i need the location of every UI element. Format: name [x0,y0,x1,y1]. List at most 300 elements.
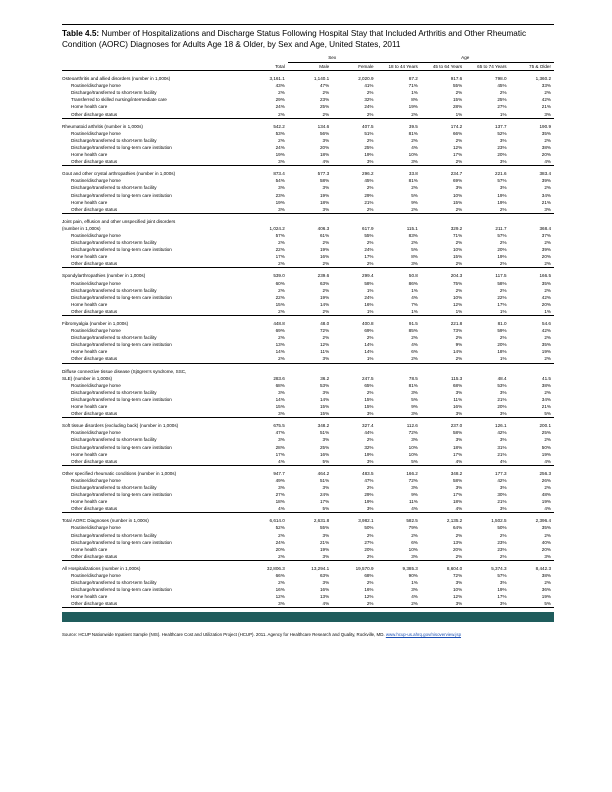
section-total-cell: 8,442.3 [535,565,551,571]
table-cell: 3% [499,185,507,191]
table-row [62,572,554,579]
row-label: Home health care [71,254,108,260]
table-cell: 17% [275,254,285,260]
table-cell: 16% [319,451,330,457]
section-total-cell: 166.5 [539,273,551,279]
table-cell: 21% [364,199,374,205]
table-row [62,103,554,110]
blank-cell [288,213,332,225]
row-label: Discharge/transferred to short-term facility [71,90,157,96]
table-cell: 19% [497,192,507,198]
section-total-row [62,71,554,83]
section-total-cell: 327.4 [362,423,374,429]
table-cell: 40% [541,539,551,545]
row-label: Discharge/transferred to long-term care institution [71,247,172,253]
table-cell: 51% [319,477,330,483]
table-cell: 2% [421,355,465,363]
table-cell: 72% [408,477,418,483]
table-cell: 2% [544,240,551,246]
section-total-cell: 383.4 [539,171,551,177]
table-cell: 71% [408,83,418,89]
table-cell: 3% [499,137,507,143]
table-row [62,436,554,443]
section-total-cell: 283.6 [273,375,285,381]
table-cell: 68% [275,382,285,388]
sex-header: Sex [288,54,377,63]
table-cell: 19% [497,254,507,260]
table-cell: 4% [421,458,465,466]
table-row [62,451,554,458]
table-cell: 2% [544,389,551,395]
table-cell: 33% [541,83,551,89]
table-cell: 15% [319,404,330,410]
table-cell: 9% [411,404,418,410]
section-total-cell: 798.0 [495,76,507,82]
table-cell: 3% [510,111,554,119]
table-cell: 19% [319,546,330,552]
row-label: Discharge/transferred to long-term care institution [71,294,172,300]
section-total-cell: 400.8 [362,321,374,326]
section-total-cell: 3,161.1 [269,76,285,82]
table-cell: 20% [541,254,551,260]
table-cell: 11% [320,349,330,355]
table-cell: 51% [364,130,374,136]
table-cell: 10% [453,192,463,198]
table-row [62,498,554,505]
column-header: 75 & Older [510,63,554,71]
section-total-cell: 211.7 [495,225,507,231]
column-header-row [62,63,554,71]
table-cell: 3% [499,389,507,395]
blank-cell [465,213,509,225]
table-row [62,308,554,316]
table-cell: 3% [332,158,376,166]
section-total-cell: 2,396.4 [535,518,551,524]
table-cell: 13% [453,539,463,545]
age-header: Age [377,54,554,63]
row-label: Home health care [71,499,108,505]
table-cell: 2% [377,600,421,608]
section-total-cell: 296.2 [362,171,374,177]
blank-cell [510,363,554,375]
table-cell: 3% [421,410,465,418]
row-label: Home health care [71,349,108,355]
table-cell: 21% [497,451,507,457]
table-cell: 17% [364,254,374,260]
table-cell: 3% [421,600,465,608]
table-cell: 73% [453,328,463,334]
table-cell: 21% [319,539,330,545]
section-label: Total AORC Diagnoses (number in 1,000s) [62,518,149,524]
table-cell: 2% [455,90,463,96]
table-row [62,253,554,260]
section-total-cell: 87.2 [408,76,418,82]
table-cell: 3% [465,158,509,166]
section-total-cell: 221.6 [495,171,507,177]
table-cell: 26% [541,477,551,483]
row-label: Discharge/transferred to long-term care institution [71,342,172,348]
table-cell: 1% [332,308,376,316]
table-cell: 34% [541,192,551,198]
section-total-cell: 41.5 [542,375,551,381]
row-label: Discharge/transferred to long-term care institution [71,492,172,498]
table-cell: 14% [319,396,330,402]
table-cell: 38% [541,382,551,388]
table-cell: 63% [319,280,330,286]
table-cell: 5% [411,192,418,198]
section-label-continued: SLE) (number in 1,000s) [62,375,113,381]
row-label: Routine/discharge home [71,477,121,483]
table-cell: 19% [497,587,507,593]
table-cell: 28% [453,104,463,110]
table-row [62,410,554,418]
table-cell: 2% [544,532,551,538]
table-cell: 2% [544,484,551,490]
section-total-cell: 617.9 [362,225,374,231]
table-cell: 81% [408,178,418,184]
section-total-cell: 174.2 [450,123,463,129]
table-cell: 5% [411,396,418,402]
table-cell: 61% [319,232,330,238]
table-cell: 56% [319,130,330,136]
column-header: Male [288,63,332,71]
table-cell: 2% [366,484,374,490]
table-cell: 34% [541,396,551,402]
row-label: Other discharge status [62,111,243,119]
table-cell: 2% [377,206,421,214]
section-total-cell: 348.2 [450,470,463,476]
table-cell: 4% [510,158,554,166]
row-label: Home health care [71,152,108,158]
table-row [62,206,554,214]
source-link[interactable]: www.hcup-us.ahrq.gov/nisoverview.jsp [385,632,462,637]
row-label: Home health care [71,199,108,205]
table-row [62,484,554,491]
table-cell: 51% [319,430,330,436]
section-total-cell: 190.9 [539,123,551,129]
section-total-cell: 407.5 [362,123,374,129]
table-cell: 3% [510,206,554,214]
document-page [62,24,554,608]
table-cell: 3% [465,410,509,418]
table-cell: 17% [453,152,463,158]
section-label: Joint pain, effusion and other unspecified joint disorders [62,218,176,224]
table-cell: 2% [366,532,374,538]
table-row [62,341,554,348]
table-row [62,444,554,451]
section-total-cell: 406.3 [317,225,330,231]
row-label: Discharge/transferred to short-term facility [71,532,157,538]
section-total-row [62,465,554,477]
table-cell: 27% [364,539,374,545]
table-row [62,151,554,158]
table-cell: 5% [510,410,554,418]
table-row [62,232,554,239]
table-cell: 14% [453,349,463,355]
section-header-row [62,363,554,375]
table-cell: 5% [411,247,418,253]
table-cell: 2% [499,532,507,538]
table-cell: 2% [544,185,551,191]
row-label: Other discharge status [62,158,243,166]
table-row [62,524,554,531]
table-cell: 1% [510,308,554,316]
table-cell: 2% [510,355,554,363]
section-total-cell: 539.0 [273,273,285,279]
table-cell: 20% [364,546,374,552]
row-label: Routine/discharge home [71,83,121,89]
row-label: Discharge/transferred to long-term care institution [71,539,172,545]
section-total-row [62,268,554,280]
section-total-cell: 582.5 [406,518,418,524]
table-cell: 47% [275,430,285,436]
table-cell: 3% [510,553,554,561]
row-label: Routine/discharge home [71,525,121,531]
table-cell: 85% [408,328,418,334]
table-cell: 28% [275,444,285,450]
table-cell: 15% [453,254,463,260]
blank-cell [421,363,465,375]
table-row [62,246,554,253]
table-row [62,396,554,403]
table-cell: 8% [411,254,418,260]
table-row [62,177,554,184]
table-cell: 36% [541,587,551,593]
table-cell: 2% [465,553,509,561]
table-row [62,82,554,89]
table-cell: 24% [364,294,374,300]
table-cell: 3% [243,600,287,608]
table-cell: 42% [497,430,507,436]
table-cell: 50% [364,525,374,531]
table-cell: 3% [411,484,418,490]
section-total-cell: 137.7 [495,123,507,129]
table-row [62,355,554,363]
blank-cell [377,363,421,375]
table-cell: 14% [364,349,374,355]
table-cell: 10% [408,451,418,457]
section-total-row [62,513,554,525]
section-total-cell: 329.2 [450,225,463,231]
table-cell: 81% [408,382,418,388]
table-cell: 2% [544,335,551,341]
table-row [62,287,554,294]
table-cell: 15% [364,404,374,410]
table-cell: 19% [364,499,374,505]
row-label: Routine/discharge home [71,328,121,334]
table-cell: 29% [275,97,285,103]
section-total-cell: 348.2 [317,423,330,429]
section-total-row [62,418,554,430]
row-label: Discharge/transferred to short-term facility [71,437,157,443]
table-title-label: Table 4.5: [62,29,100,38]
blank-cell [332,213,376,225]
table-cell: 27% [275,492,285,498]
table-cell: 1% [411,580,418,586]
table-cell: 2% [322,240,330,246]
table-cell: 66% [453,130,463,136]
table-cell: 27% [497,104,507,110]
table-cell: 24% [275,539,285,545]
table-cell: 6% [411,349,418,355]
table-row [62,539,554,546]
table-cell: 3% [455,484,463,490]
table-cell: 3% [455,580,463,586]
source-note [62,632,554,638]
table-cell: 42% [541,328,551,334]
row-label: Routine/discharge home [71,280,121,286]
table-cell: 68% [364,573,374,578]
row-label: Discharge/transferred to long-term care institution [71,396,172,402]
table-row [62,294,554,301]
table-cell: 23% [497,546,507,552]
table-cell: 2% [288,308,332,316]
blank-cell [288,363,332,375]
section-total-cell: 542.2 [273,123,285,129]
row-label: Discharge/transferred to short-term facility [71,137,157,143]
table-cell: 13% [275,342,285,348]
table-cell: 55% [319,525,330,531]
table-cell: 1% [366,287,374,293]
section-total-cell: 81.0 [497,321,507,326]
table-cell: 60% [275,280,285,286]
table-cell: 58% [319,178,330,184]
table-cell: 17% [453,492,463,498]
table-cell: 83% [408,232,418,238]
table-cell: 4% [411,342,418,348]
table-cell: 53% [497,382,507,388]
section-label: All Hospitalizations (number in 1,000s) [62,565,141,571]
table-cell: 20% [453,546,463,552]
table-cell: 39% [541,247,551,253]
table-cell: 4% [510,458,554,466]
blank-header [62,54,243,63]
table-cell: 2% [411,137,418,143]
table-cell: 42% [497,477,507,483]
row-label: Other discharge status [62,600,243,608]
table-cell: 16% [364,587,374,593]
table-cell: 3% [499,437,507,443]
section-label: Diffuse connective tissue disease (Sjögren's syndrome, SSC, [62,368,187,374]
table-cell: 50% [497,525,507,531]
table-cell: 3% [411,437,418,443]
table-cell: 9% [411,492,418,498]
table-row [62,334,554,341]
table-cell: 54% [275,178,285,184]
table-cell: 2% [499,90,507,96]
row-label: Other discharge status [62,410,243,418]
table-cell: 57% [497,573,507,578]
table-row [62,553,554,561]
table-cell: 2% [411,335,418,341]
section-total-cell: 115.1 [406,225,418,231]
section-total-cell: 36.2 [320,375,330,381]
table-cell: 63% [319,573,330,578]
table-cell: 64% [453,525,463,531]
section-total-cell: 33.8 [408,171,418,177]
table-cell: 20% [497,404,507,410]
table-cell: 11% [409,499,418,505]
section-total-cell: 13,294.1 [311,565,330,571]
table-cell: 4% [421,505,465,513]
table-body [62,71,554,608]
table-cell: 38% [541,573,551,578]
table-cell: 35% [541,280,551,286]
section-total-cell: 247.5 [362,375,374,381]
section-total-cell: 448.8 [273,321,285,326]
table-cell: 12% [453,144,463,150]
table-cell: 45% [497,83,507,89]
table-cell: 19% [408,104,418,110]
section-total-cell: 48.0 [320,321,330,326]
table-cell: 45% [364,178,374,184]
table-cell: 2% [455,240,463,246]
table-row [62,144,554,151]
table-cell: 2% [278,287,285,293]
table-cell: 10% [408,444,418,450]
table-cell: 2% [243,111,287,119]
section-total-cell: 1,024.2 [269,225,285,231]
table-cell: 23% [275,192,285,198]
table-cell: 53% [319,382,330,388]
section-total-cell: 134.6 [317,123,330,129]
section-total-cell: 221.8 [450,321,463,326]
table-cell: 2% [510,260,554,268]
table-cell: 2% [421,158,465,166]
table-cell: 35% [541,130,551,136]
table-cell: 18% [319,152,330,158]
table-cell: 12% [275,594,285,600]
section-total-row [62,560,554,572]
table-cell: 6% [411,539,418,545]
table-cell: 31% [497,444,507,450]
table-row [62,239,554,246]
table-row [62,192,554,199]
row-label: Routine/discharge home [71,430,121,436]
table-cell: 17% [497,301,507,307]
table-cell: 5% [510,600,554,608]
table-cell: 2% [243,553,287,561]
row-label: Other discharge status [62,308,243,316]
section-label-continued: (number in 1,000s) [62,225,101,231]
section-label: Soft tissue disorders (excluding back) (number in 1,000s) [62,423,179,429]
section-total-cell: 1,140.1 [313,76,330,82]
table-cell: 11% [453,396,463,402]
blank-cell [510,213,554,225]
section-total-cell: 200.1 [539,423,551,429]
table-cell: 16% [275,587,285,593]
table-cell: 3% [288,206,332,214]
table-cell: 2% [455,532,463,538]
table-cell: 21% [497,499,507,505]
table-cell: 14% [275,349,285,355]
table-cell: 49% [275,477,285,483]
blank-cell [243,363,287,375]
table-cell: 2% [499,335,507,341]
table-cell: 2% [366,335,374,341]
table-cell: 2% [544,137,551,143]
table-cell: 21% [541,104,551,110]
section-total-cell: 1,360.2 [535,76,551,82]
table-cell: 12% [319,342,330,348]
section-total-cell: 78.5 [408,375,418,381]
table-cell: 72% [453,573,463,578]
table-cell: 18% [453,499,463,505]
table-cell: 39% [541,178,551,184]
table-cell: 19% [275,152,285,158]
table-cell: 4% [465,458,509,466]
table-cell: 10% [408,546,418,552]
